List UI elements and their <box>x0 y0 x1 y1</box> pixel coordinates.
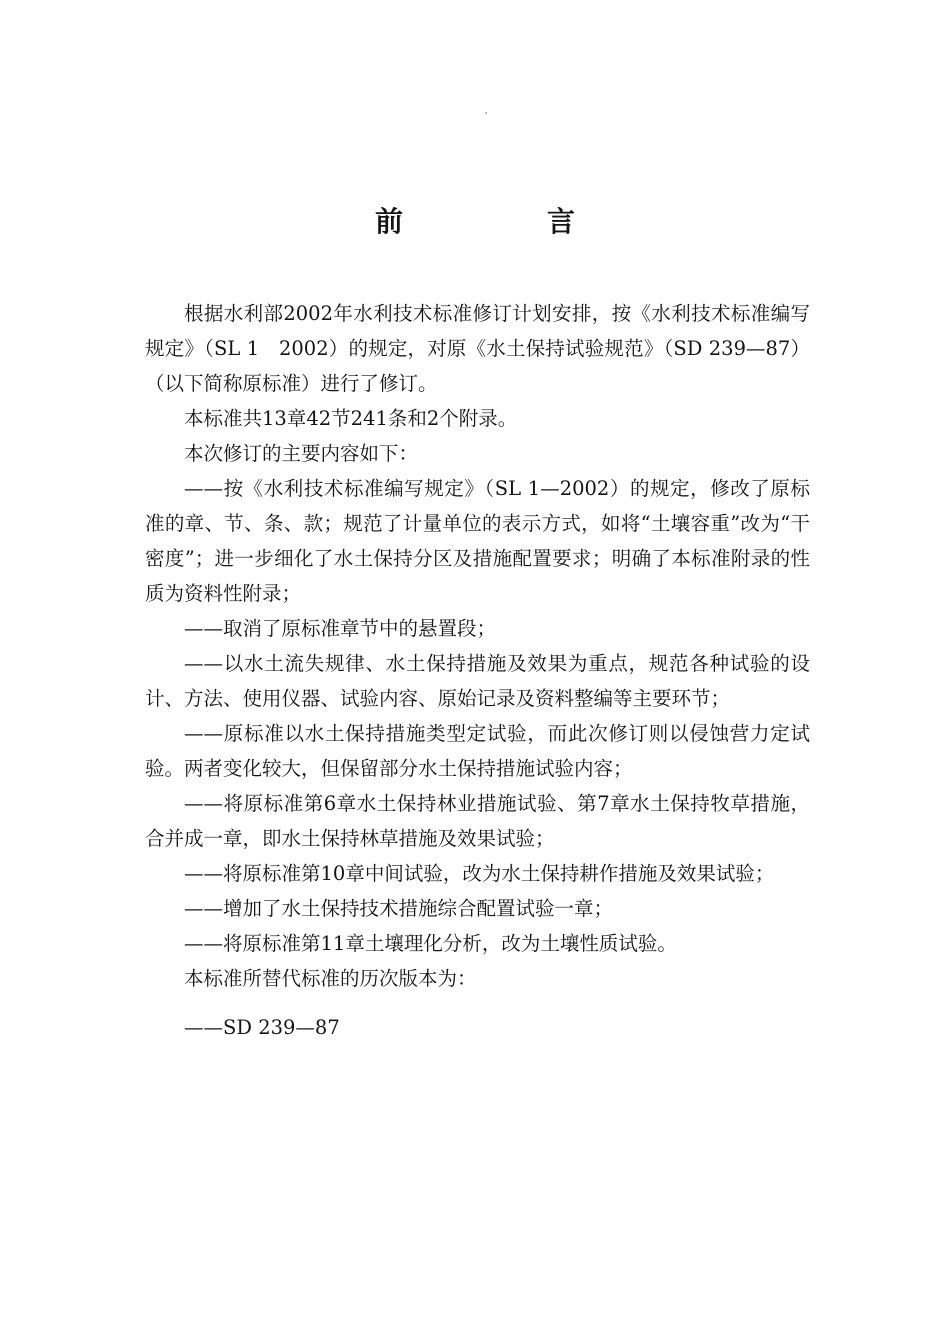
history-item: ——SD 239—87 <box>184 1016 340 1039</box>
scan-speck <box>485 112 487 114</box>
preface-body <box>145 296 810 1045</box>
paragraph: ——将原标准第10章中间试验，改为水土保持耕作措施及效果试验； <box>184 862 775 885</box>
paragraph: 根据水利部2002年水利技术标准修订计划安排，按《水利技术标准编写规定》（SL 1 2002）的规定，对原《水土保持试验规范》（SD 239—87）（以下简称原标准）进行了修订。 <box>145 302 810 395</box>
paragraph: ——增加了水土保持技术措施综合配置试验一章； <box>184 897 614 920</box>
paragraph: ——以水土流失规律、水土保持措施及效果为重点，规范各种试验的设计、方法、使用仪器、试验内容、原始记录及资料整编等主要环节； <box>145 652 810 710</box>
paragraph: 本标准共13章42节241条和2个附录。 <box>184 407 518 430</box>
paragraph: ——取消了原标准章节中的悬置段； <box>184 617 497 640</box>
paragraph: ——原标准以水土保持措施类型定试验，而此次修订则以侵蚀营力定试验。两者变化较大，但保留部分水土保持措施试验内容； <box>145 722 810 780</box>
paragraph: ——按《水利技术标准编写规定》（SL 1—2002）的规定，修改了原标准的章、节、条、款；规范了计量单位的表示方式，如将“土壤容重”改为“干密度”；进一步细化了水土保持分区及措施配置要求；明确了本标准附录的性质为资料性附录； <box>145 477 810 605</box>
paragraph: 本标准所替代标准的历次版本为： <box>184 967 477 990</box>
paragraph: ——将原标准第11章土壤理化分析，改为土壤性质试验。 <box>184 932 677 955</box>
paragraph: ——将原标准第6章水土保持林业措施试验、第7章水土保持牧草措施，合并成一章，即水土保持林草措施及效果试验； <box>145 792 810 850</box>
paragraph: 本次修订的主要内容如下： <box>184 442 419 465</box>
page-title: 前 言 <box>374 205 633 238</box>
